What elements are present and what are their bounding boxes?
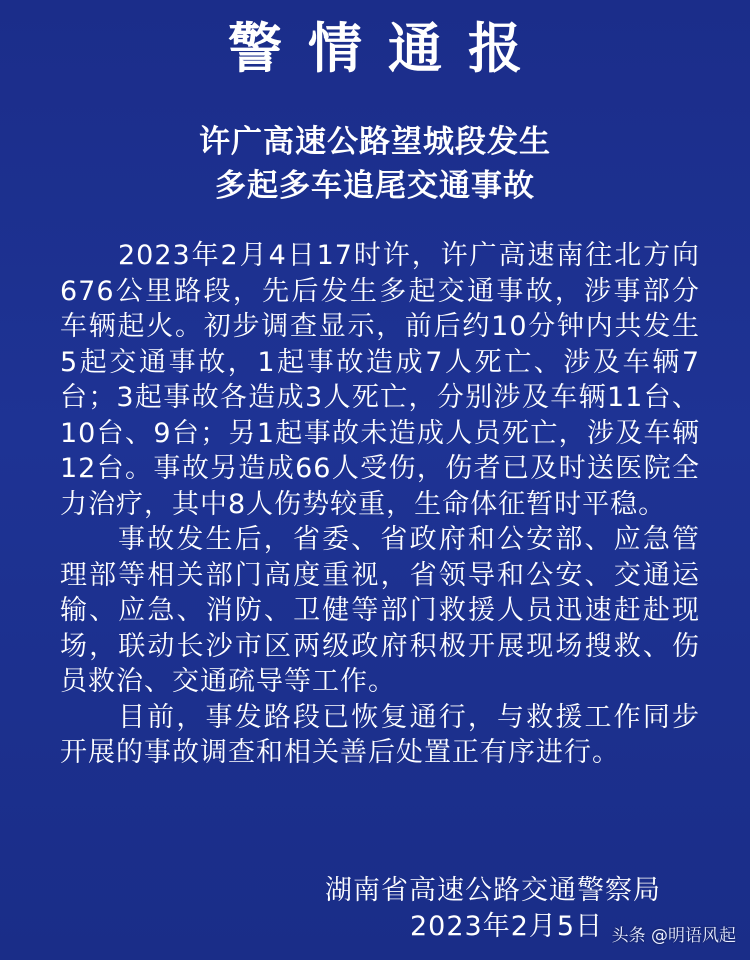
body-paragraph-1: 2023年2月4日17时许，许广高速南往北方向676公里路段，先后发生多起交通事故，涉事部分车辆起火。初步调查显示，前后约10分钟内共发生5起交通事故，1起事故造成7人死亡、涉及车辆7台；3起事故各造成3人死亡，分别涉及车辆11台、10台、9台；另1起事故未造成人员死亡，涉及车辆12台。事故另造成66人受伤，伤者已及时送医院全力治疗，其中8人伤势较重，生命体征暂时平稳。 — [60, 240, 700, 520]
body-paragraph-3: 目前，事发路段已恢复通行，与救援工作同步开展的事故调查和相关善后处置正有序进行。 — [60, 701, 700, 768]
subtitle-line-2: 多起多车追尾交通事故 — [215, 168, 535, 204]
notice-subtitle — [0, 120, 750, 208]
notice-title: 警情通报 — [228, 17, 548, 80]
signature-organization: 湖南省高速公路交通警察局 — [325, 875, 661, 906]
notice-body — [60, 238, 700, 771]
subtitle-line-1: 许广高速公路望城段发生 — [199, 124, 551, 160]
signature-date: 2023年2月5日 — [410, 911, 604, 942]
source-watermark: 头条 @明语风起 — [611, 926, 736, 946]
body-paragraph-2: 事故发生后，省委、省政府和公安部、应急管理部等相关部门高度重视，省领导和公安、交通运输、应急、消防、卫健等部门救援人员迅速赶赴现场，联动长沙市区两级政府积极开展现场搜救、伤员救治、交通疏导等工作。 — [60, 524, 700, 697]
